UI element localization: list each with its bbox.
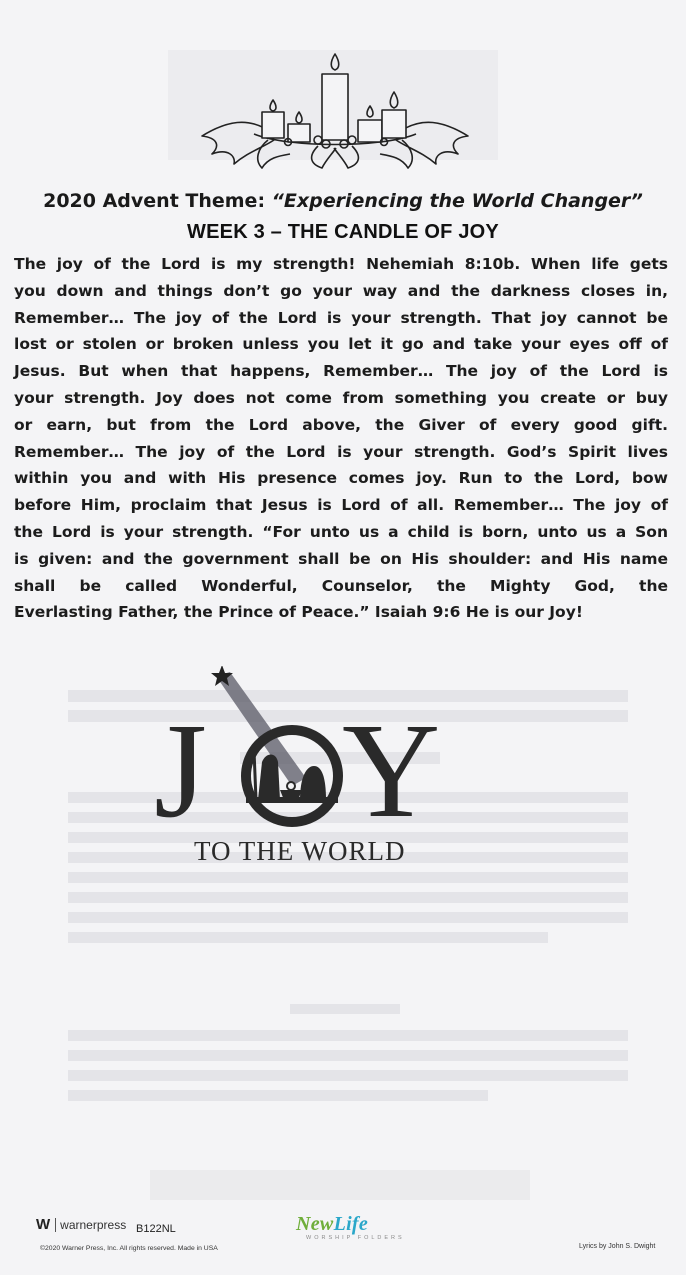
brand-new: New xyxy=(296,1213,334,1235)
theme-prefix: 2020 Advent Theme: xyxy=(43,190,272,212)
joy-to-the-world-logo xyxy=(142,666,532,872)
devotional-body xyxy=(14,251,668,626)
body-line: lost or stolen or broken unless you let it go and take your eyes off of xyxy=(14,335,668,354)
body-line: Remember… The joy of the Lord is your strength. God’s Spirit lives xyxy=(14,442,668,461)
body-line: your strength. Joy does not come from something you create or buy xyxy=(14,388,668,407)
brand-subtitle: WORSHIP FOLDERS xyxy=(306,1235,405,1241)
divider xyxy=(55,1218,56,1232)
body-line: shall be called Wonderful, Counselor, the Mighty God, the xyxy=(14,576,668,595)
body-line: Jesus. But when that happens, Remember… The joy of the Lord is xyxy=(14,362,668,381)
body-line: is given: and the government shall be on His shoulder: and His name xyxy=(14,549,668,568)
body-line: the Lord is your strength. “For unto us a child is born, unto us a Son xyxy=(14,522,668,541)
publisher-name: warnerpress xyxy=(60,1217,127,1232)
body-line: Everlasting Father, the Prince of Peace.” Isaiah 9:6 He is our Joy! xyxy=(14,603,583,622)
body-line: before Him, proclaim that Jesus is Lord of all. Remember… The joy of xyxy=(14,496,668,515)
advent-theme-line xyxy=(0,190,686,212)
warnerpress-mark: W xyxy=(36,1216,51,1233)
publisher-logo xyxy=(36,1216,126,1233)
body-line: The joy of the Lord is my strength! Nehemiah 8:10b. When life gets xyxy=(14,255,668,273)
brand-life: Life xyxy=(333,1213,369,1235)
product-code: B122NL xyxy=(136,1223,176,1235)
logo-letter-j: J xyxy=(154,696,207,846)
newlife-logo xyxy=(296,1213,446,1241)
copyright-notice: ©2020 Warner Press, Inc. All rights reserved. Made in USA xyxy=(40,1245,218,1252)
logo-letter-y: Y xyxy=(342,696,441,846)
logo-tagline: TO THE WORLD xyxy=(194,836,406,866)
advent-wreath-illustration xyxy=(198,48,472,170)
lyrics-credit: Lyrics by John S. Dwight xyxy=(579,1243,656,1250)
week-heading: WEEK 3 – THE CANDLE OF JOY xyxy=(187,221,499,243)
body-line: within you and with His presence comes joy. Run to the Lord, bow xyxy=(14,469,668,488)
theme-title: “Experiencing the World Changer” xyxy=(271,190,643,212)
body-line: or earn, but from the Lord above, the Giver of every good gift. xyxy=(14,415,668,434)
body-line: Remember… The joy of the Lord is your strength. That joy cannot be xyxy=(14,308,668,327)
body-line: you down and things don’t go your way and the darkness closes in, xyxy=(14,281,668,300)
